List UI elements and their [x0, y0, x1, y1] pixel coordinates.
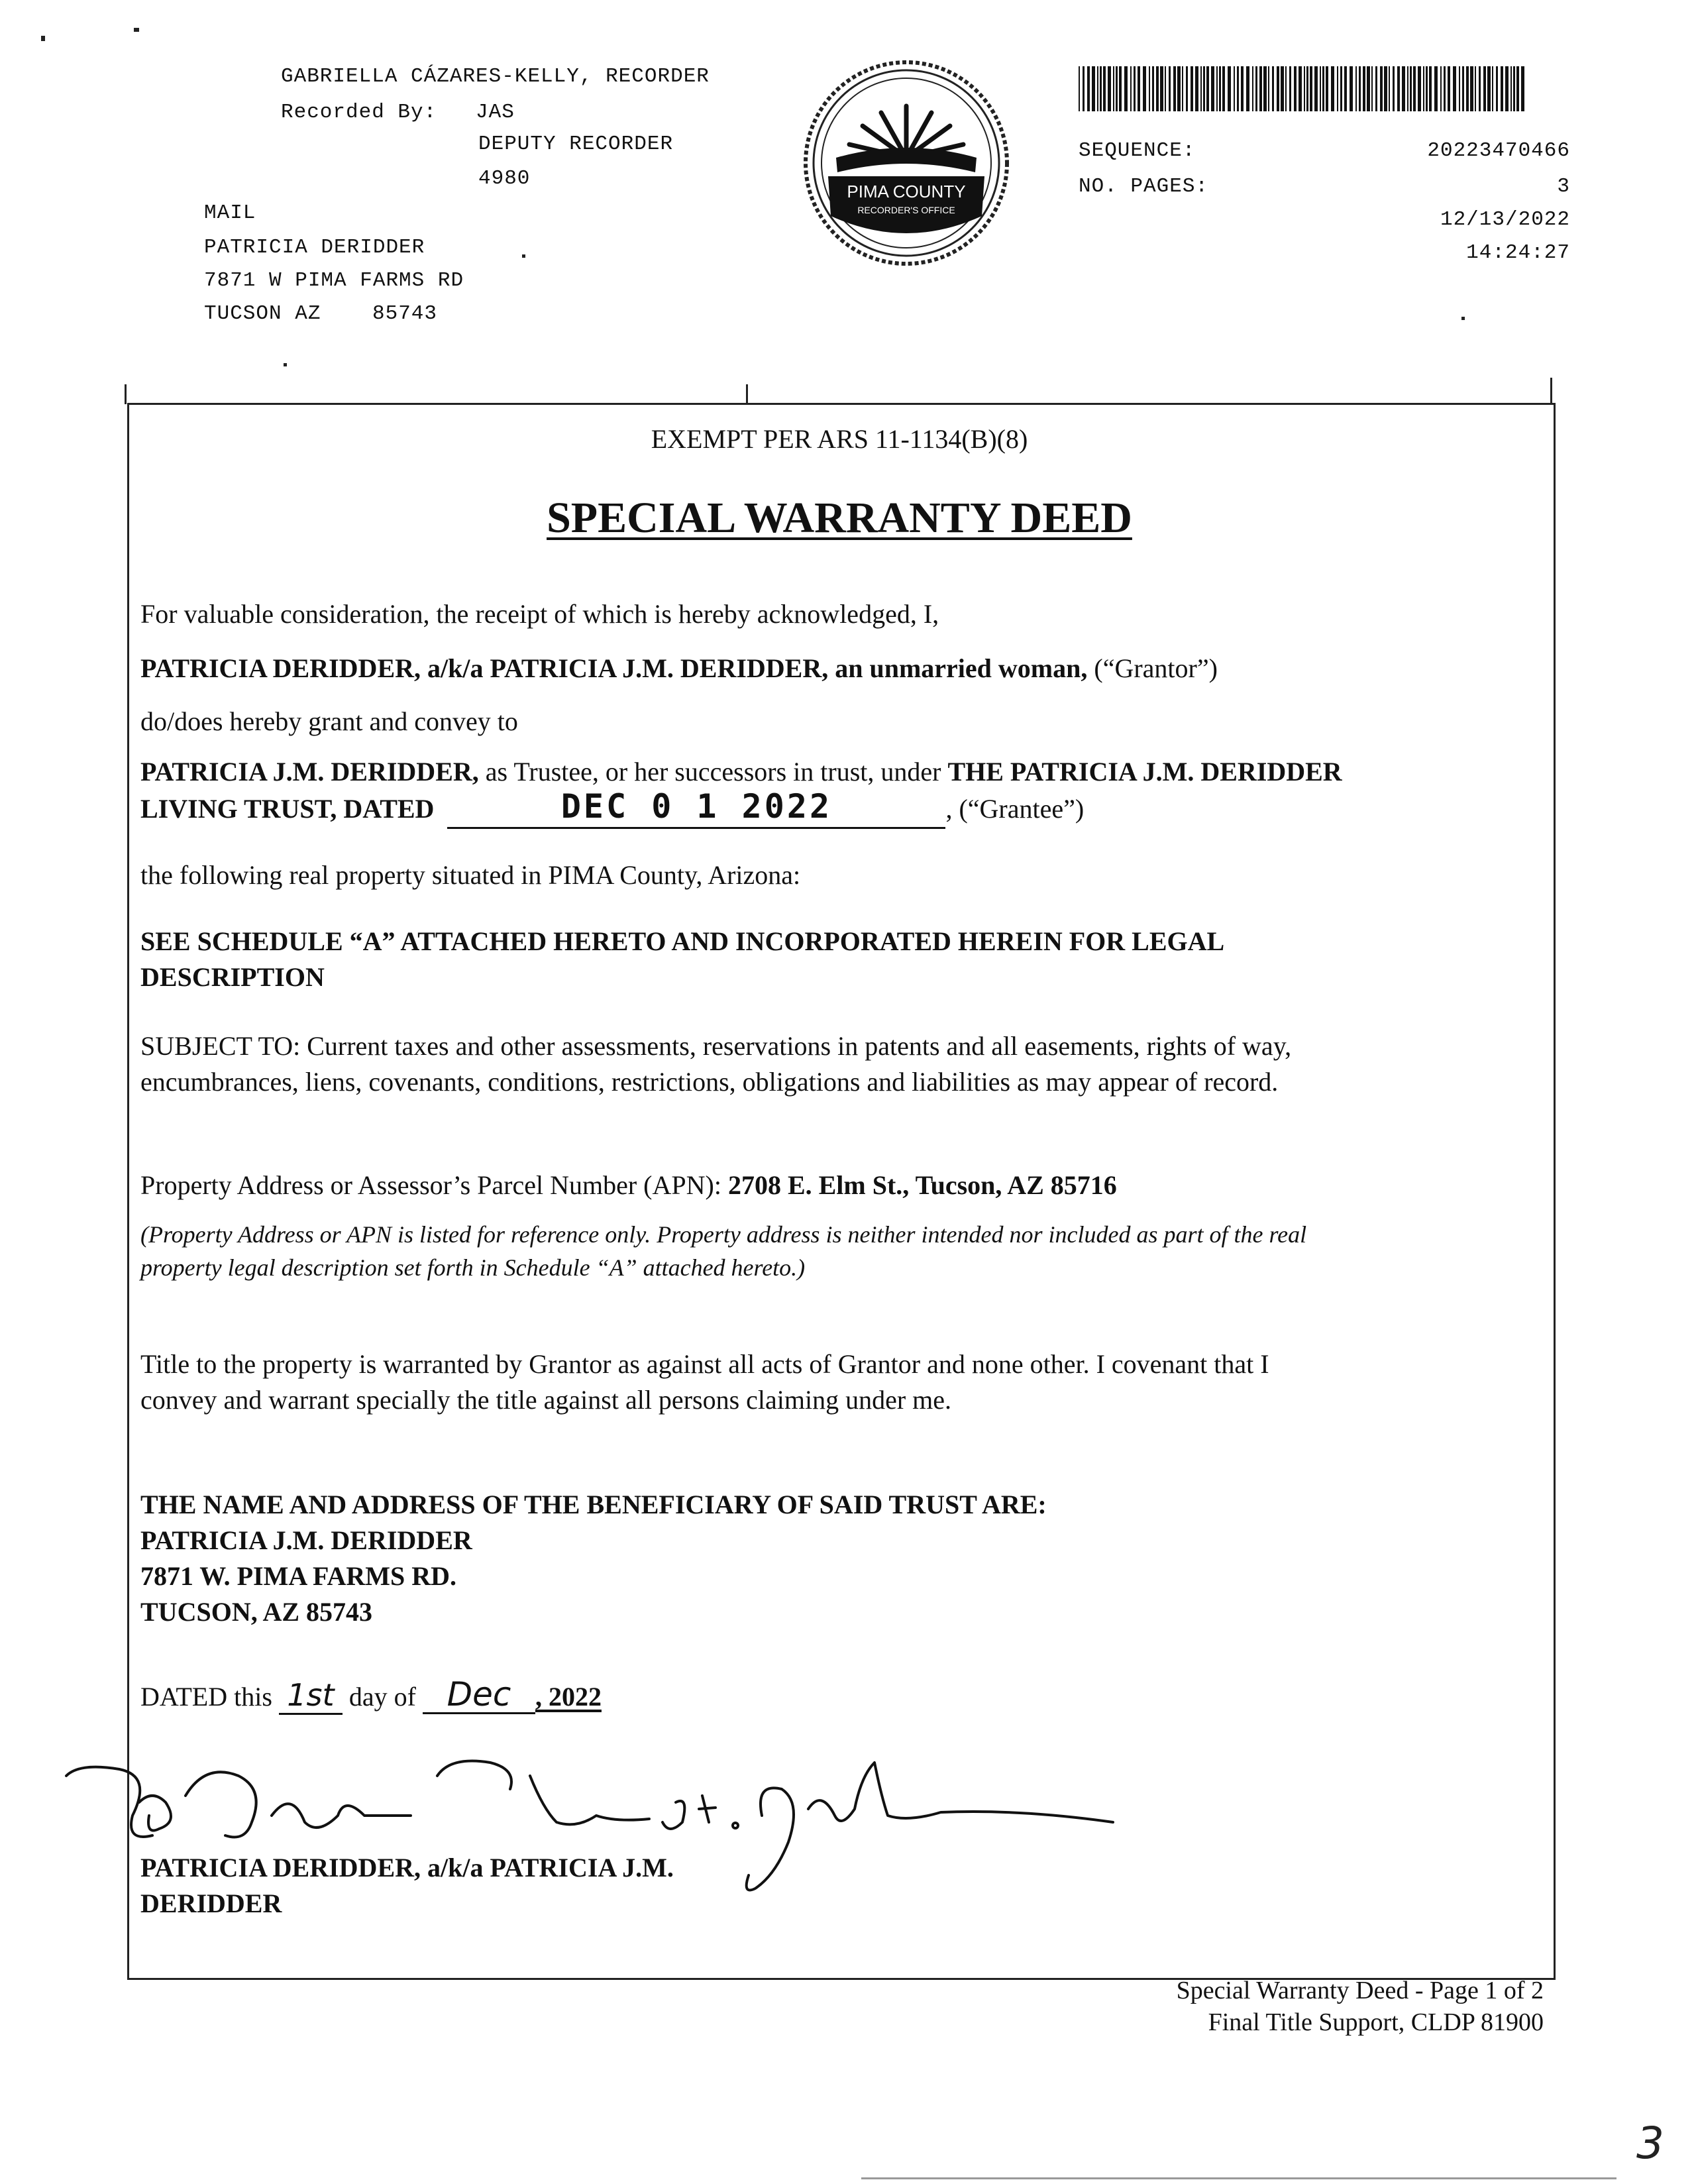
barcode-bar	[1326, 66, 1328, 111]
barcode-bar	[1182, 66, 1183, 111]
dated-mid: day of	[342, 1682, 423, 1712]
title-warranty-line-2: convey and warrant specially the title against all persons claiming under me.	[140, 1385, 952, 1415]
beneficiary-heading: THE NAME AND ADDRESS OF THE BENEFICIARY OF SAID TRUST ARE:	[140, 1490, 1047, 1519]
barcode-bar	[1211, 66, 1214, 111]
barcode-bar	[1429, 66, 1432, 111]
barcode-bar	[1320, 66, 1321, 111]
grantor-name: PATRICIA DERIDDER, a/k/a PATRICIA J.M. DERIDDER, an unmarried woman,	[140, 653, 1088, 683]
barcode-bar	[1134, 66, 1136, 111]
barcode-bar	[1149, 66, 1150, 111]
signer-line-1: PATRICIA DERIDDER, a/k/a PATRICIA J.M.	[140, 1853, 674, 1883]
scan-speck	[41, 36, 45, 41]
barcode-bar	[1306, 66, 1308, 111]
barcode-bar	[1501, 66, 1503, 111]
barcode-bar	[1375, 66, 1377, 111]
barcode-bar	[1108, 66, 1111, 111]
frame-tick-middle	[746, 384, 748, 404]
sequence-value: 20223470466	[1427, 139, 1570, 162]
barcode-bar	[1083, 66, 1085, 111]
record-time: 14:24:27	[1466, 241, 1570, 264]
barcode-bar	[1203, 66, 1205, 111]
barcode-bar	[1350, 66, 1353, 111]
footer-support-label: Final Title Support, CLDP 81900	[1208, 2008, 1544, 2036]
apn-label: Property Address or Assessor’s Parcel Number (APN):	[140, 1170, 728, 1200]
barcode-bar	[1510, 66, 1512, 111]
barcode-bar	[1097, 66, 1098, 111]
barcode-bar	[1263, 66, 1267, 111]
barcode-bar	[1453, 66, 1456, 111]
grantee-line-1	[140, 754, 1342, 790]
barcode-bar	[1516, 66, 1519, 111]
barcode-bar	[1355, 66, 1357, 111]
dated-year: , 2022	[535, 1682, 602, 1712]
deputy-title: DEPUTY RECORDER	[478, 133, 674, 156]
barcode-bar	[1124, 66, 1128, 111]
trust-name: THE PATRICIA J.M. DERIDDER	[947, 757, 1342, 787]
apn-note-2: property legal description set forth in Schedule “A” attached hereto.)	[140, 1254, 806, 1281]
barcode-bar	[1119, 66, 1122, 111]
schedule-line-1: SEE SCHEDULE “A” ATTACHED HERETO AND INCORPORATED HEREIN FOR LEGAL	[140, 926, 1225, 956]
exempt-line: EXEMPT PER ARS 11-1134(B)(8)	[651, 424, 1028, 454]
recorded-by-value: JAS	[476, 101, 515, 124]
frame-tick-right	[1550, 378, 1552, 404]
dated-month: Dec	[423, 1676, 535, 1714]
barcode-bar	[1459, 66, 1460, 111]
mail-city: TUCSON AZ	[204, 302, 321, 325]
barcode-bar	[1259, 66, 1262, 111]
barcode-bar	[1219, 66, 1221, 111]
barcode-bar	[1294, 66, 1297, 111]
mail-name: PATRICIA DERIDDER	[204, 236, 425, 259]
grantee-name: PATRICIA J.M. DERIDDER,	[140, 757, 479, 787]
title-warranty-line-1: Title to the property is warranted by Grantor as against all acts of Grantor and none other. I covenant that I	[140, 1349, 1269, 1379]
barcode-bar	[1440, 66, 1442, 111]
frame-tick-left	[125, 384, 127, 404]
sequence-label: SEQUENCE:	[1079, 139, 1196, 162]
grantor-line	[140, 651, 1218, 686]
schedule-line-2: DESCRIPTION	[140, 962, 325, 992]
barcode-bar	[1380, 66, 1383, 111]
barcode-bar	[1252, 66, 1253, 111]
barcode-bar	[1234, 66, 1235, 111]
barcode-bar	[1466, 66, 1469, 111]
barcode-bar	[1237, 66, 1239, 111]
recorded-by-label: Recorded By:	[281, 101, 437, 124]
barcode-bar	[1483, 66, 1486, 111]
beneficiary-street: 7871 W. PIMA FARMS RD.	[140, 1561, 457, 1591]
dated-day: 1st	[279, 1677, 343, 1715]
mail-zip: 85743	[372, 302, 438, 325]
dated-line	[140, 1676, 602, 1715]
barcode-bar	[1371, 66, 1373, 111]
barcode-bar	[1173, 66, 1176, 111]
barcode-bar	[1195, 66, 1198, 111]
grantee-line-2	[140, 789, 1084, 829]
barcode-bar	[1337, 66, 1338, 111]
barcode-bar	[1344, 66, 1347, 111]
scan-speck	[1461, 317, 1465, 320]
deputy-number: 4980	[478, 167, 531, 190]
barcode-bar	[1138, 66, 1140, 111]
scan-speck	[522, 254, 525, 258]
barcode-bar	[1169, 66, 1171, 111]
barcode-bar	[1413, 66, 1416, 111]
barcode-bar	[1492, 66, 1493, 111]
barcode-bar	[1289, 66, 1291, 111]
barcode-bar	[1216, 66, 1218, 111]
barcode-bar	[1410, 66, 1412, 111]
barcode-bar	[1393, 66, 1395, 111]
barcode-bar	[1304, 66, 1305, 111]
barcode-bar	[1470, 66, 1473, 111]
barcode-bar	[1389, 66, 1390, 111]
barcode-bar	[1186, 66, 1188, 111]
barcode-bar	[1087, 66, 1090, 111]
seal-text-office: RECORDER'S OFFICE	[857, 205, 955, 215]
barcode-bar	[1310, 66, 1312, 111]
barcode-bar	[1363, 66, 1365, 111]
pima-county-recorder-seal	[802, 58, 1011, 268]
seal-text-county: PIMA COUNTY	[847, 182, 966, 201]
scan-speck	[284, 363, 287, 366]
barcode-bar	[1116, 66, 1118, 111]
beneficiary-city: TUCSON, AZ 85743	[140, 1597, 373, 1627]
barcode-bar	[1191, 66, 1193, 111]
barcode-bar	[1281, 66, 1284, 111]
barcode-bar	[1113, 66, 1114, 111]
apn-note-1: (Property Address or APN is listed for reference only. Property address is neither intended nor included as part of the real	[140, 1221, 1307, 1248]
barcode-bar	[1277, 66, 1279, 111]
barcode-bar	[1444, 66, 1446, 111]
barcode-bar	[1206, 66, 1209, 111]
mail-label: MAIL	[204, 201, 256, 225]
barcode-bar	[1100, 66, 1102, 111]
barcode-bar	[1152, 66, 1154, 111]
pages-label: NO. PAGES:	[1079, 175, 1209, 198]
recorder-name: GABRIELLA CÁZARES-KELLY, RECORDER	[281, 65, 710, 88]
barcode-bar	[1448, 66, 1450, 111]
barcode-bar	[1272, 66, 1274, 111]
barcode-bar	[1103, 66, 1106, 111]
barcode-bar	[1402, 66, 1405, 111]
deed-title: SPECIAL WARRANTY DEED	[547, 494, 1132, 542]
grantor-tag: (“Grantor”)	[1087, 653, 1218, 683]
consideration-line: For valuable consideration, the receipt of which is hereby acknowledged, I,	[140, 599, 939, 629]
barcode-bar	[1521, 66, 1524, 111]
barcode-bar	[1222, 66, 1225, 111]
barcode-bar	[1434, 66, 1438, 111]
barcode-bar	[1322, 66, 1324, 111]
grantee-text: as Trustee, or her successors in trust, under	[478, 757, 948, 787]
grant-line: do/does hereby grant and convey to	[140, 706, 518, 736]
signer-line-2: DERIDDER	[140, 1888, 282, 1918]
pages-value: 3	[1557, 175, 1570, 198]
trust-date-blank	[447, 789, 945, 829]
barcode-bar	[1462, 66, 1464, 111]
barcode-bar	[1160, 66, 1163, 111]
barcode-bar	[1397, 66, 1400, 111]
barcode-bar	[1241, 66, 1244, 111]
dated-prefix: DATED this	[140, 1682, 279, 1712]
record-date: 12/13/2022	[1440, 208, 1570, 231]
barcode-bar	[1228, 66, 1231, 111]
subject-line-1: SUBJECT TO: Current taxes and other assessments, reservations in patents and all easements, rights of way,	[140, 1031, 1292, 1061]
barcode-bar	[1314, 66, 1318, 111]
barcode-bar	[1092, 66, 1095, 111]
barcode-bar	[1487, 66, 1491, 111]
deed-title-wrap	[127, 492, 1552, 545]
barcode-bar	[1298, 66, 1302, 111]
barcode-bar	[1359, 66, 1361, 111]
barcode-bar	[1079, 66, 1080, 111]
barcode-bar	[1479, 66, 1481, 111]
property-line: the following real property situated in PIMA County, Arizona:	[140, 860, 801, 890]
barcode-bar	[1475, 66, 1476, 111]
barcode-bar	[1331, 66, 1334, 111]
barcode-bar	[1423, 66, 1424, 111]
grantee-tag: , (“Grantee”)	[945, 794, 1085, 824]
bottom-scan-edge	[861, 2177, 1616, 2179]
barcode-bar	[1384, 66, 1387, 111]
barcode-bar	[1340, 66, 1342, 111]
barcode-bar	[1285, 66, 1287, 111]
barcode-bar	[1418, 66, 1421, 111]
apn-value: 2708 E. Elm St., Tucson, AZ 85716	[727, 1170, 1117, 1200]
handwritten-page-number: 3	[1636, 2118, 1664, 2169]
mail-street: 7871 W PIMA FARMS RD	[204, 269, 464, 292]
recording-barcode	[1079, 66, 1529, 111]
scan-speck	[134, 28, 139, 32]
barcode-bar	[1143, 66, 1146, 111]
barcode-bar	[1177, 66, 1181, 111]
barcode-bar	[1426, 66, 1428, 111]
barcode-bar	[1246, 66, 1249, 111]
barcode-bar	[1268, 66, 1269, 111]
subject-line-2: encumbrances, liens, covenants, conditions, restrictions, obligations and liabilities as may appear of record.	[140, 1067, 1279, 1097]
trust-dated-label: LIVING TRUST, DATED	[140, 794, 435, 824]
barcode-bar	[1200, 66, 1202, 111]
barcode-bar	[1496, 66, 1498, 111]
apn-line	[140, 1168, 1117, 1203]
barcode-bar	[1407, 66, 1408, 111]
beneficiary-name: PATRICIA J.M. DERIDDER	[140, 1525, 472, 1555]
barcode-bar	[1130, 66, 1132, 111]
barcode-bar	[1505, 66, 1509, 111]
barcode-bar	[1513, 66, 1515, 111]
barcode-bar	[1255, 66, 1257, 111]
footer-page-label: Special Warranty Deed - Page 1 of 2	[1176, 1977, 1544, 2004]
barcode-bar	[1156, 66, 1159, 111]
barcode-bar	[1165, 66, 1166, 111]
barcode-bar	[1367, 66, 1370, 111]
trust-date-stamp: DEC 0 1 2022	[560, 787, 833, 826]
